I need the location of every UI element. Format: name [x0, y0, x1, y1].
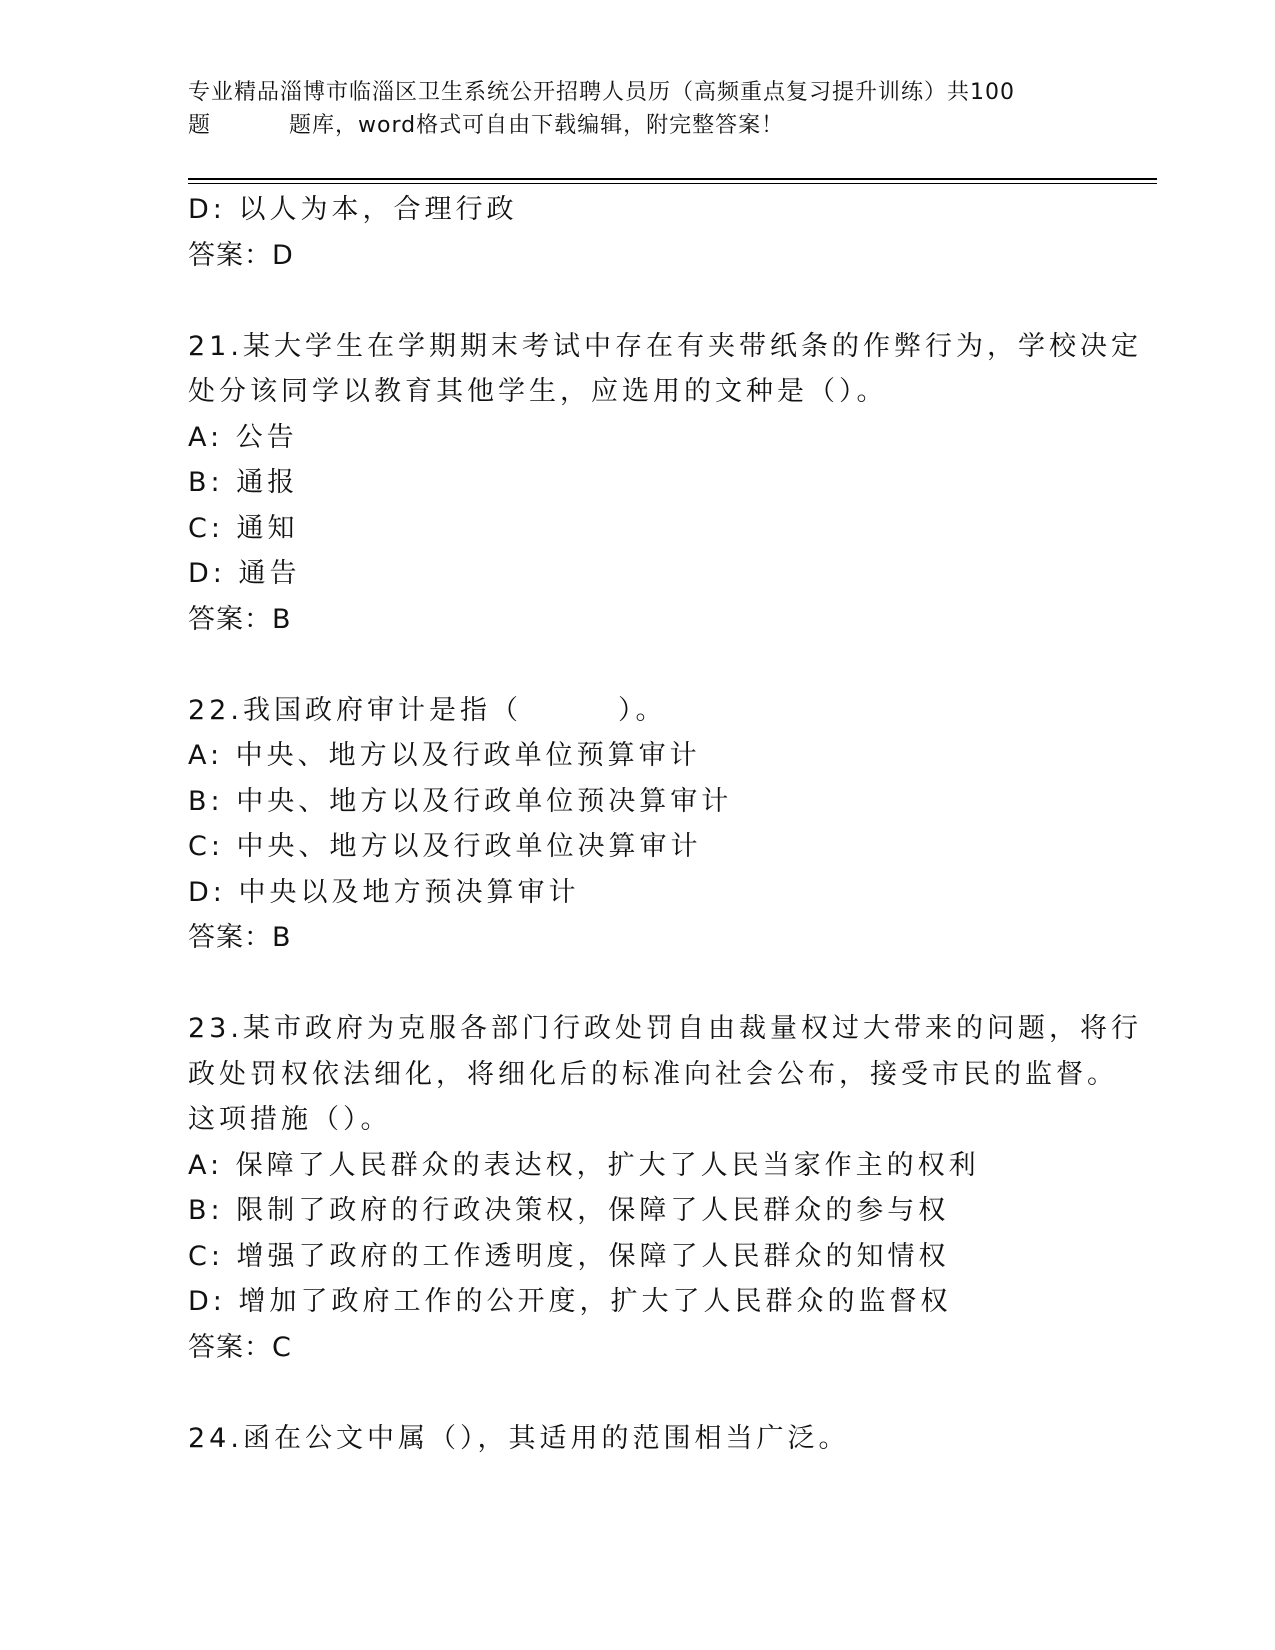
- q21-option-a: A: 公告: [188, 421, 298, 453]
- q21-stem-line2: 处分该同学以教育其他学生，应选用的文种是（）。: [188, 376, 888, 407]
- q22-option-a: A: 中央、地方以及行政单位预算审计: [188, 740, 701, 771]
- q23-stem-line1: 23.某市政府为克服各部门行政处罚自由裁量权过大带来的问题，将行: [188, 1013, 1142, 1044]
- q21-option-b: B: 通报: [188, 467, 299, 498]
- header-rule-thin: [188, 183, 1157, 184]
- q22-stem: [188, 688, 1088, 734]
- q22-answer: 答案：B: [188, 922, 292, 953]
- q23-option-d: D: 增加了政府工作的公开度，扩大了人民群众的监督权: [188, 1286, 952, 1317]
- q20-option-d: D: 以人为本，合理行政: [188, 194, 518, 225]
- q23-option-b: B: 限制了政府的行政决策权，保障了人民群众的参与权: [188, 1195, 950, 1226]
- header-gap: [211, 109, 289, 142]
- q22-option-d: D: 中央以及地方预决算审计: [188, 876, 580, 908]
- header-rule-thick: [188, 178, 1157, 180]
- q24-stem-line1: 24.函在公文中属（），其适用的范围相当广泛。: [188, 1422, 850, 1454]
- q22-stem-before: 22.我国政府审计是指（: [188, 694, 522, 726]
- q23-option-a: A: 保障了人民群众的表达权，扩大了人民当家作主的权利: [188, 1149, 980, 1181]
- header-line2-right: 题库，word格式可自由下载编辑，附完整答案！: [289, 113, 785, 138]
- q21-option-c: C: 通知: [188, 512, 299, 544]
- page-header: [188, 76, 1088, 142]
- q21-option-d: D: 通告: [188, 558, 301, 589]
- spacer: [188, 1370, 1088, 1416]
- header-line2-left: 题: [188, 113, 212, 138]
- spacer: [188, 961, 1088, 1007]
- header-title-line1: 专业精品淄博市临淄区卫生系统公开招聘人员历（高频重点复习提升训练）共100: [188, 80, 1015, 105]
- q23-answer: 答案：C: [188, 1331, 292, 1363]
- q22-stem-after: ）。: [617, 694, 667, 726]
- q21-stem-line1: 21.某大学生在学期期末考试中存在有夹带纸条的作弊行为，学校决定: [188, 330, 1142, 362]
- q23-stem-line2: 政处罚权依法细化，将细化后的标准向社会公布，接受市民的监督。: [188, 1058, 1118, 1090]
- q23-stem-line3: 这项措施（）。: [188, 1104, 392, 1135]
- spacer: [188, 642, 1088, 688]
- q22-option-c: C: 中央、地方以及行政单位决算审计: [188, 831, 702, 862]
- q22-option-b: B: 中央、地方以及行政单位预决算审计: [188, 785, 733, 817]
- q20-answer: 答案：D: [188, 239, 294, 271]
- q21-answer: 答案：B: [188, 603, 292, 635]
- question-content: [188, 187, 1142, 1461]
- q23-option-c: C: 增强了政府的工作透明度，保障了人民群众的知情权: [188, 1240, 950, 1272]
- header-title-line2: [188, 109, 1088, 142]
- spacer: [188, 278, 1088, 324]
